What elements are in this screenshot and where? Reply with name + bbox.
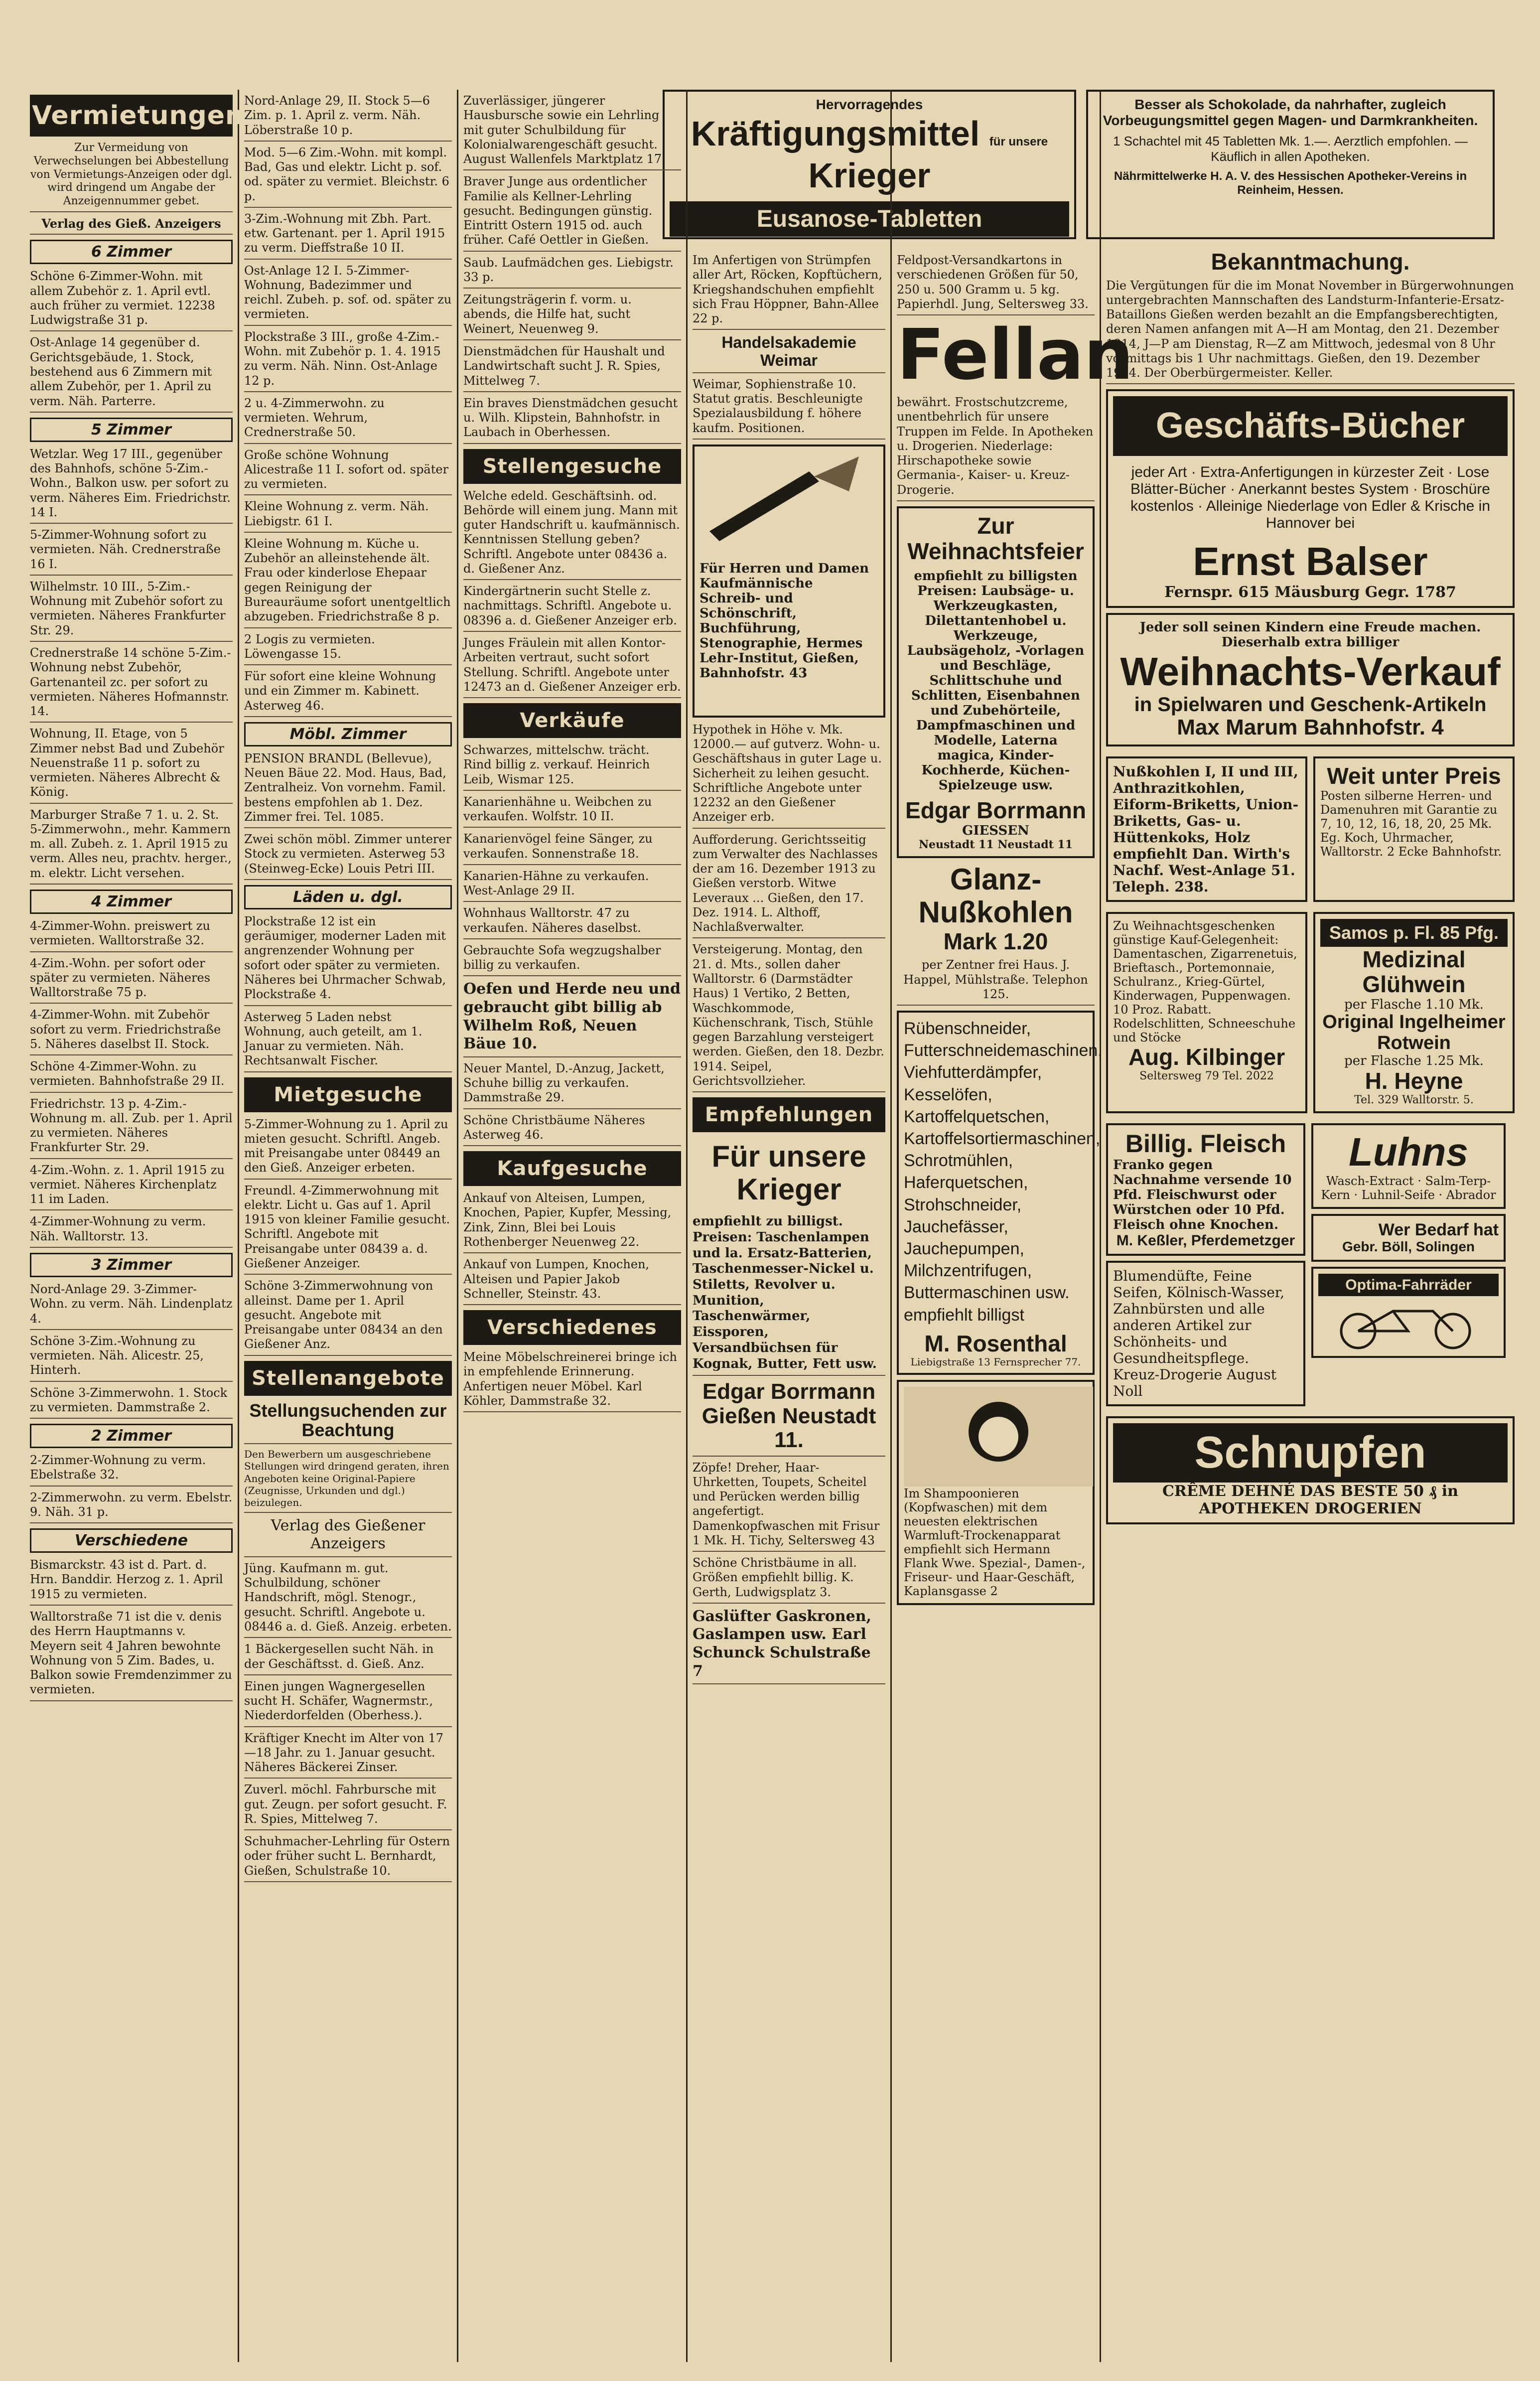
ad-5f: Marburger Straße 7 1. u. 2. St. 5-Zimmerwohn., mehr. Kammern m. all. Zubeh. z. 1. April 1915 zu verm. Alles neu, prachtv. herger., m. elektr. Licht versehen. [30,808,233,885]
c4-ad12: Zöpfe! Dreher, Haar-Uhrketten, Toupets, Scheitel und Perücken werden billig angefertigt. Damenkopfwaschen mit Frisur 1 Mk. H. Tichy, Seltersweg 43 [693,1461,885,1552]
kraft-small: für unsere [989,135,1048,149]
weihnachtsfeier-ad [897,506,1095,858]
c2-ad2: Mod. 5—6 Zim.-Wohn. mit kompl. Bad, Gas und elektr. Licht p. sof. od. später zu vermiet. Bleichstr. 6 p. [244,146,452,208]
gebr-boell: Gebr. Böll, Solingen [1342,1239,1475,1255]
section-vermietungen: Vermietungen [30,95,233,137]
heyne-addr: Tel. 329 Walltorstr. 5. [1354,1094,1474,1106]
weihnachtsverkauf-ad [1106,613,1515,746]
pen-hand-icon [700,451,879,561]
bicycle-icon [1318,1296,1498,1351]
glanz-title: Glanz-Nußkohlen [918,862,1073,929]
column-4 [688,90,892,2362]
ad-3c: Schöne 3-Zimmerwohn. 1. Stock zu vermieten. Dammstraße 2. [30,1386,233,1419]
c3-ad6: Ein braves Dienstmädchen gesucht u. Wilh. Klipstein, Bahnhofstr. in Laubach in Oberhessen. [463,396,681,444]
wp-title: Weit unter Preis [1327,763,1501,789]
rosenthal-name: M. Rosenthal [924,1330,1067,1356]
section-verkaeufe: Verkäufe [463,703,681,738]
wv-name: Max Marum Bahnhofstr. 4 [1177,715,1444,740]
gluhwein: Medizinal Glühwein [1362,946,1466,998]
ruben-list: Rübenschneider, Futterschneidemaschinen, Viehfutterdämpfer, Kesselöfen, Kartoffelquetschen, Kartoffelsortiermaschinen, Schrotmühlen, Haferquetschen, Strohschneider, Jauchefässer, Jauchepumpen, Milchzentrifugen, Buttermaschinen usw. empfiehlt billigst [904,1019,1103,1325]
publisher-note: Verlag des Gieß. Anzeigers [30,216,233,235]
c3-adk4: Kanarien-Hähne zu verkaufen. West-Anlage 29 II. [463,869,681,902]
column-1 [25,90,244,2362]
ad-3b: Schöne 3-Zim.-Wohnung zu vermieten. Näh. Alicestr. 25, Hinterh. [30,1334,233,1382]
c4-ad10: empfiehlt zu billigst. Preisen: Taschenlampen und la. Ersatz-Batterien, Taschenmesser-Nickel u. Stiletts, Revolver u. Munition, Taschenwärmer, Eissporen, Versandbüchsen für Kognak, Butter, Fett usw. [693,1214,885,1376]
wb-title: Wer Bedarf hat [1378,1220,1499,1239]
section-2-zimmer: 2 Zimmer [30,1424,233,1448]
billig-fleisch-ad [1106,1123,1305,1256]
ad-4a: 4-Zimmer-Wohn. preiswert zu vermieten. Walltorstraße 32. [30,919,233,952]
optima-title: Optima-Fahrräder [1318,1274,1499,1296]
c3-adk6: Gebrauchte Sofa wegzugshalber billig zu verkaufen. [463,943,681,977]
c4-ad14: Gaslüfter Gaskronen, Gaslampen usw. Earl Schunck Schulstraße 7 [693,1608,885,1684]
luhns-title: Luhns [1349,1130,1468,1174]
kilbinger-ad [1106,912,1307,1113]
c4-ad2: Handelsakademie Weimar [693,334,885,373]
luhns-sub: Wasch-Extract · Salm-Terp-Kern · Luhnil-Seife · Abrador [1321,1174,1496,1202]
kreuz-drogerie-ad: Blumendüfte, Feine Seifen, Kölnisch-Wasser, Zahnbürsten und alle anderen Artikel zur Schönheits- und Gesundheitspflege. Kreuz-Drogerie August Noll [1106,1261,1305,1406]
wf-name: Edgar Borrmann [905,797,1086,824]
wv-title: Weihnachts-Verkauf [1120,649,1501,694]
c3-ad5: Dienstmädchen für Haushalt und Landwirtschaft sucht J. R. Spies, Mittelweg 7. [463,344,681,392]
ad-4e: Friedrichstr. 13 p. 4-Zim.-Wohnung m. all. Zub. per 1. April zu vermieten. Näheres Frankfurter Str. 29. [30,1097,233,1159]
ad-5c: Wilhelmstr. 10 III., 5-Zim.-Wohnung mit Zubehör sofort zu vermieten. Näheres Frankfurter Str. 29. [30,580,233,642]
section-3-zimmer: 3 Zimmer [30,1253,233,1277]
ad-2a: 2-Zimmer-Wohnung zu verm. Ebelstraße 32. [30,1453,233,1487]
weit-unter-preis-ad [1313,756,1515,902]
bf-body: Franko gegen Nachnahme versende 10 Pfd. Fleischwurst oder Würstchen oder 10 Pfd. Fleisch ohne Knochen. [1113,1158,1292,1232]
section-verschiedene: Verschiedene [30,1528,233,1553]
column-2 [239,90,458,2362]
ad-3a: Nord-Anlage 29. 3-Zimmer-Wohn. zu verm. Näh. Lindenplatz 4. [30,1282,233,1330]
c2-ads6: Einen jungen Wagnergesellen sucht H. Schäfer, Wagnermstr., Niederdorfelden (Oberhess.). [244,1679,452,1727]
hermes-ad [693,445,885,718]
c4-ad1: Im Anfertigen von Strümpfen aller Art, Röcken, Kopftüchern, Kriegshandschuhen empfiehlt sich Frau Höppner, Bahn-Allee 22 p. [693,253,885,330]
kilb-name: Aug. Kilbinger [1128,1044,1285,1070]
c2-ads2: Den Bewerbern um ausgeschriebene Stellungen wird dringend geraten, ihren Angeboten keine Original-Papiere (Zeugnisse, Urkunden und dgl.) beizulegen. [244,1448,452,1513]
c3-adk3: Kanarienvögel feine Sänger, zu verkaufen. Sonnenstraße 18. [463,832,681,865]
ingelheimer: Original Ingelheimer Rotwein [1322,1011,1506,1053]
schoko-maker: Nährmittelwerke H. A. V. des Hessischen Apotheker-Vereins in Reinheim, Hessen. [1114,169,1467,197]
section-stellengesuche: Stellengesuche [463,449,681,484]
c2-ad7: Große schöne Wohnung Alicestraße 11 I. sofort od. später zu vermieten. [244,448,452,496]
shampoo-text: Im Shampoonieren (Kopfwaschen) mit dem neuesten elektrischen Warmluft-Trockenapparat empfiehlt sich Hermann Flank Wwe. Spezial-, Damen-, Friseur- und Haar-Geschäft, Kaplansgasse 2 [904,1487,1086,1599]
section-mietgesuche: Mietgesuche [244,1077,452,1112]
ad-va: Bismarckstr. 43 ist d. Part. d. Hrn. Banddir. Herzog z. 1. April 1915 zu vermieten. [30,1558,233,1606]
section-verschiedenes: Verschiedenes [463,1310,681,1345]
ad-6b: Ost-Anlage 14 gegenüber d. Gerichtsgebäude, 1. Stock, bestehend aus 6 Zimmern mit allem Zubehör, per 1. April zu verm. Näh. Parterre. [30,335,233,412]
ad-vb: Walltorstraße 71 ist die v. denis des Herrn Hauptmanns v. Meyern seit 4 Jahren bewohnte Wohnung von 5 Zim. Bades, u. Balkon sowie Fremdenzimmer zu vermieten. [30,1610,233,1701]
c4-ad6: Aufforderung. Gerichtsseitig zum Verwalter des Nachlasses der am 16. Dezember 1913 zu Gießen verstorb. Witwe Leveraux ... Gießen, den 17. Dez. 1914. L. Althoff, Nachlaßverwalter. [693,833,885,939]
gb-body: jeder Art · Extra-Anfertigungen in kürzester Zeit · Lose Blätter-Bücher · Anerkannt bestes System · Broschüre kostenlos · Alleinige Niederlage von Edler & Krische in Hannover bei [1130,463,1491,531]
ad-6a: Schöne 6-Zimmer-Wohn. mit allem Zubehör z. 1. April evtl. auch früher zu vermiet. 12238 Ludwigstraße 31 p. [30,269,233,331]
c2-adl2: Asterweg 5 Laden nebst Wohnung, auch geteilt, am 1. Januar zu vermieten. Näh. Rechtsanwalt Fischer. [244,1010,452,1072]
c2-adg1: 5-Zimmer-Wohnung zu 1. April zu mieten gesucht. Schriftl. Angeb. mit Preisangabe unter 08449 an den Gieß. Anzeiger erbeten. [244,1117,452,1180]
section-stellenangebote: Stellenangebote [244,1361,452,1396]
c2-adl1: Plockstraße 12 ist ein geräumiger, moderner Laden mit angrenzender Wohnung per sofort oder später zu vermieten. Näheres bei Uhrmacher Schwab, Plockstraße 4. [244,914,452,1006]
wp-body: Posten silberne Herren- und Damenuhren mit Garantie zu 7, 10, 12, 16, 18, 20, 25 Mk. Eg. Koch, Uhrmacher, Walltorstr. 2 Ecke Bahnhofstr. [1320,788,1502,859]
c2-adm1: PENSION BRANDL (Bellevue), Neuen Bäue 22. Mod. Haus, Bad, Zentralheiz. Von vornehm. Famil. bestens empfohlen ab 1. Dez. Zimmer frei. Tel. 1085. [244,751,452,828]
ad-4f: 4-Zim.-Wohn. z. 1. April 1915 zu vermiet. Näheres Kirchenplatz 11 im Laden. [30,1163,233,1211]
ingel-price: per Flasche 1.25 Mk. [1344,1053,1484,1069]
gb-addr: Fernspr. 615 Mäusburg Gegr. 1787 [1164,583,1456,601]
intro-note: Zur Vermeidung von Verwechselungen bei Abbestellung von Vermietungs-Anzeigen oder dgl. wird dringend um Angabe der Anzeigennummer gebet. [30,142,233,212]
wf-head: Zur Weihnachtsfeier [907,512,1084,564]
c4-ad3: Weimar, Sophienstraße 10. Statut gratis. Beschleunigte Spezialausbildung f. höhere kaufm. Positionen. [693,377,885,440]
schoko-body: 1 Schachtel mit 45 Tabletten Mk. 1.—. Aerztlich empfohlen. — Käuflich in allen Apotheken. [1113,134,1468,164]
c3-ad3: Saub. Laufmädchen ges. Liebigstr. 33 p. [463,256,681,289]
c3-adk8: Neuer Mantel, D.-Anzug, Jackett, Schuhe billig zu verkaufen. Dammstraße 29. [463,1061,681,1109]
kilb-addr: Seltersweg 79 Tel. 2022 [1139,1069,1274,1082]
c2-adg3: Schöne 3-Zimmerwohnung von alleinst. Dame per 1. April gesucht. Angebote mit Preisangabe unter 08434 an den Gießener Anz. [244,1279,452,1355]
c2-ad8: Kleine Wohnung z. verm. Näh. Liebigstr. 61 I. [244,499,452,533]
bf-title: Billig. Fleisch [1125,1130,1286,1158]
c4-ad9: Für unsere Krieger [711,1140,866,1206]
c3-adk5: Wohnhaus Walltorstr. 47 zu verkaufen. Näheres daselbst. [463,906,681,939]
c2-ad1: Nord-Anlage 29, II. Stock 5—6 Zim. p. 1. April z. verm. Näh. Löberstraße 10 p. [244,94,452,142]
gb-title: Geschäfts-Bücher [1113,396,1508,455]
c3-adq1: Ankauf von Alteisen, Lumpen, Knochen, Papier, Kupfer, Messing, Zink, Zinn, Blei bei Louis Rothenberger Neuenweg 22. [463,1191,681,1253]
section-empfehlungen: Empfehlungen [693,1097,885,1132]
c3-adh1: Welche edeld. Geschäftsinh. od. Behörde will einem jung. Mann mit guter Handschrift u. kaufmännisch. Kenntnissen Stellung geben? Schriftl. Angebote unter 08436 a. d. Gießener Anz. [463,489,681,581]
c2-ad3: 3-Zim.-Wohnung mit Zbh. Part. etw. Gartenant. per 1. April 1915 zu verm. Dieffstraße 10 II. [244,212,452,260]
ad-5e: Wohnung, II. Etage, von 5 Zimmer nebst Bad und Zubehör Neuenstraße 11 p. sofort zu vermieten. Näheres Albrecht & König. [30,727,233,803]
ad-2b: 2-Zimmerwohn. zu verm. Ebelstr. 9. Näh. 31 p. [30,1490,233,1524]
c3-ad2: Braver Junge aus ordentlicher Familie als Kellner-Lehrling gesucht. Bedingungen günstig. Eintritt Ostern 1915 od. auch früher. Café Oettler in Gießen. [463,174,681,251]
schnupfen-sub: CRÊME DEHNÉ DAS BESTE 50 ₰ in APOTHEKEN DROGERIEN [1162,1483,1458,1517]
c5-ad1: Feldpost-Versandkartons in verschiedenen Größen für 50, 250 u. 500 Gramm u. 5 kg. Papierhdl. Jung, Seltersweg 33. [897,253,1095,315]
c3-adk9: Schöne Christbäume Näheres Asterweg 46. [463,1113,681,1147]
c2-ad6: 2 u. 4-Zimmerwohn. zu vermieten. Wehrum, Crednerstraße 50. [244,396,452,444]
heyne-name: H. Heyne [1365,1068,1463,1094]
c4-ad11: Edgar Borrmann Gießen Neustadt 11. [693,1380,885,1456]
boell-ad [1311,1214,1506,1262]
section-5-zimmer: 5 Zimmer [30,418,233,442]
heyne-ad [1313,912,1515,1113]
c4-ad4: Für Herren und Damen Kaufmännische Schreib- und Schönschrift, Buchführung, Stenographie, Hermes Lehr-Institut, Gießen, Bahnhofstr. 43 [700,561,869,681]
c2-ads1: Stellungsuchenden zur Beachtung [244,1401,452,1444]
c3-adh3: Junges Fräulein mit allen Kontor-Arbeiten vertraut, sucht sofort Stellung. Schriftl. Angebote unter 12473 an d. Gießener Anzeiger erb. [463,636,681,698]
samos: Samos p. Fl. 85 Pfg. [1320,919,1508,947]
kraft-title: Kräftigungsmittel [691,114,980,153]
gluhwein-price: per Flasche 1.10 Mk. [1344,997,1484,1012]
c3-adk7: Oefen und Herde neu und gebraucht gibt billig ab Wilhelm Roß, Neuen Bäue 10. [463,980,681,1057]
optima-ad [1311,1267,1506,1358]
c3-adq2: Ankauf von Lumpen, Knochen, Alteisen und Papier Jakob Schneller, Steinstr. 43. [463,1257,681,1305]
glanz-sub: per Zentner frei Haus. J. Happel, Mühlstraße. Telephon 125. [897,958,1095,1006]
wf-city: GIESSEN [962,823,1029,838]
section-laeden: Läden u. dgl. [244,885,452,909]
wv-sub: in Spielwaren und Geschenk-Artikeln [1134,693,1487,716]
wf-body: empfiehlt zu billigsten Preisen: Laubsäge- u. Werkzeugkasten, Dilettantenhobel u. Werkzeuge, Laubsägeholz, -Vorlagen und Beschläge, Schlittschuhe und Schlitten, Eisenbahnen und Zubehörteile, Dampfmaschinen und Modelle, Laterna magica, Kinder-Kochherde, Küchen-Spielzeuge usw. [907,569,1085,793]
luhns-ad [1311,1123,1506,1209]
rosenthal-addr: Liebigstraße 13 Fernsprecher 77. [910,1356,1081,1368]
c2-ads3: Verlag des Gießener Anzeigers [244,1517,452,1557]
c4-ad7: Versteigerung. Montag, den 21. d. Mts., sollen daher Walltorstr. 6 (Darmstädter Haus) 1 Vertiko, 2 Betten, Waschkommode, Küchenschrank, Tisch, Stühle gegen Barzahlung versteigert werden. Gießen, den 18. Dezbr. 1914. Seipel, Gerichtsvollzieher. [693,942,885,1092]
bf-name: M. Keßler, Pferdemetzger [1116,1232,1295,1249]
section-4-zimmer: 4 Zimmer [30,890,233,914]
section-moebl-zimmer: Möbl. Zimmer [244,722,452,746]
geschaeftsbuecher-ad [1106,389,1515,607]
kraft-pre: Hervorragendes [816,97,923,112]
c4-ad5: Hypothek in Höhe v. Mk. 12000.— auf gutverz. Wohn- u. Geschäftshaus in guter Lage u. Sicherheit zu leihen gesucht. Schriftliche Angebote unter 12232 an den Gießener Anzeiger erb. [693,723,885,829]
ad-5b: 5-Zimmer-Wohnung sofort zu vermieten. Näh. Crednerstraße 16 I. [30,528,233,576]
nusskohlen-ad: Nußkohlen I, II und III, Anthrazitkohlen, Eiform-Briketts, Union-Briketts, Gas- u. Hüttenkoks, Holz empfiehlt Dan. Wirth's Nachf. West-Anlage 51. Teleph. 238. [1106,756,1307,902]
fellan-title: Fellan [897,314,1134,396]
ad-4g: 4-Zimmer-Wohnung zu verm. Näh. Walltorstr. 13. [30,1214,233,1248]
c2-ad10: 2 Logis zu vermieten. Löwengasse 15. [244,632,452,666]
c2-ads7: Kräftiger Knecht im Alter von 17—18 Jahr. zu 1. Januar gesucht. Näheres Bäckerei Zinser. [244,1731,452,1779]
c3-adh2: Kindergärtnerin sucht Stelle z. nachmittags. Schriftl. Angebote u. 08396 a. d. Gießener Anzeiger erb. [463,584,681,632]
c2-adg2: Freundl. 4-Zimmerwohnung mit elektr. Licht u. Gas auf 1. April 1915 von kleiner Familie gesucht. Schriftl. Angebote mit Preisangabe unter 08439 a. d. Gießener Anzeiger. [244,1184,452,1275]
column-5 [892,90,1134,2362]
c2-ad4: Ost-Anlage 12 I. 5-Zimmer-Wohnung, Badezimmer und reichl. Zubeh. p. sof. od. später zu vermieten. [244,264,452,326]
glanz-price: Mark 1.20 [943,928,1048,954]
ad-5d: Crednerstraße 14 schöne 5-Zim.-Wohnung nebst Zubehör, Gartenanteil zc. per sofort zu vermieten. Näheres Hofmannstr. 14. [30,646,233,723]
c2-ad5: Plockstraße 3 III., große 4-Zim.-Wohn. mit Zubehör p. 1. 4. 1915 zu verm. Näh. Ninn. Ost-Anlage 12 p. [244,330,452,392]
c2-ad9: Kleine Wohnung m. Küche u. Zubehör an alleinstehende ält. Frau oder kinderlose Ehepaar gegen Reinigung der Bureauräume sofort unentgeltlich abzugeben. Friedrichstraße 8 p. [244,537,452,628]
kraft-krieger: Krieger [808,156,931,195]
ad-4c: 4-Zimmer-Wohn. mit Zubehör sofort zu verm. Friedrichstraße 5. Näheres daselbst II. Stock. [30,1008,233,1055]
column-6 [1101,90,1520,2362]
ad-4d: Schöne 4-Zimmer-Wohn. zu vermieten. Bahnhofstraße 29 II. [30,1059,233,1093]
kraft-product: Eusanose-Tabletten [670,201,1069,237]
gb-name: Ernst Balser [1193,539,1428,584]
c4-ad13: Schöne Christbäume in all. Größen empfiehlt billig. K. Gerth, Ludwigsplatz 3. [693,1556,885,1604]
c3-ad4: Zeitungsträgerin f. vorm. u. abends, die Hilfe hat, sucht Weinert, Neuenweg 9. [463,293,681,340]
c3-adk1: Schwarzes, mittelschw. trächt. Rind billig z. verkauf. Heinrich Leib, Wismar 125. [463,743,681,791]
ad-4b: 4-Zim.-Wohn. per sofort oder später zu vermieten. Näheres Walltorstraße 75 p. [30,956,233,1004]
c2-ads8: Zuverl. möchl. Fahrbursche mit gut. Zeugn. per sofort gesucht. F. R. Spies, Mittelweg 7. [244,1783,452,1830]
c2-ads9: Schuhmacher-Lehrling für Ostern oder früher sucht L. Bernhardt, Gießen, Schulstraße 10. [244,1834,452,1882]
rosenthal-ad [897,1011,1103,1375]
shampoo-ad [897,1380,1095,1605]
c5-ad2: bewährt. Frostschutzcreme, unentbehrlich für unsere Truppen im Felde. In Apotheken u. Drogerien. Niederlage: Hirschapotheke sowie Germania-, Kaiser- u. Kreuz-Drogerie. [897,395,1095,501]
section-kaufgesuche: Kaufgesuche [463,1151,681,1186]
c2-ads4: Jüng. Kaufmann m. gut. Schulbildung, schöner Handschrift, mögl. Stenogr., gesucht. Schriftl. Angebote u. 08446 a. d. Gieß. Anzeig. erbeten. [244,1561,452,1638]
c2-adm2: Zwei schön möbl. Zimmer unterer Stock zu vermieten. Asterweg 53 (Steinweg-Ecke) Louis Petri III. [244,832,452,880]
c2-ad11: Für sofort eine kleine Wohnung und ein Zimmer m. Kabinett. Asterweg 46. [244,669,452,717]
bek-head: Bekanntmachung. [1211,249,1410,275]
lady-portrait-icon [904,1387,1093,1487]
c3-adk2: Kanarienhähne u. Weibchen zu verkaufen. Wolfstr. 10 II. [463,795,681,828]
bek-body: Die Vergütungen für die im Monat November in Bürgerwohnungen untergebrachten Mannschaften des Landsturm-Infanterie-Ersatz-Bataillons Gießen werden bezahlt an die Empfangsberechtigten, deren Namen anfangen mit A—H am Montag, den 21. Dezember 1914, J—P am Dienstag, R—Z am Mittwoch, jedesmal von 8 Uhr vormittags bis 1 Uhr nachmittags. Gießen, den 19. Dezember 1914. Der Oberbürgermeister. Keller. [1106,279,1515,385]
wf-addr: Neustadt 11 Neustadt 11 [918,838,1073,851]
c3-adv1: Meine Möbelschreinerei bringe ich in empfehlende Erinnerung. Anfertigen neuer Möbel. Karl Köhler, Dammstraße 32. [463,1350,681,1412]
column-3 [458,90,688,2362]
wv-pre: Jeder soll seinen Kindern eine Freude machen. Dieserhalb extra billiger [1139,619,1481,650]
schnupfen-ad [1106,1416,1515,1524]
section-6-zimmer: 6 Zimmer [30,240,233,264]
schnupfen-title: Schnupfen [1113,1423,1508,1483]
schoko-head: Besser als Schokolade, da nahrhafter, zugleich Vorbeugungsmittel gegen Magen- und Darmkrankheiten. [1103,97,1478,128]
c2-ads5: 1 Bäckergesellen sucht Näh. in der Geschäftsst. d. Gieß. Anz. [244,1642,452,1675]
gesch-text: Zu Weihnachtsgeschenken günstige Kauf-Gelegenheit: Damentaschen, Zigarrenetuis, Brieftasch., Portemonnaie, Schulranz., Krieg-Gürtel, Kinderwagen, Puppenwagen. 10 Proz. Rabatt. Rodelschlitten, Schneeschuhe und Stöcke [1113,919,1297,1045]
c3-ad1: Zuverlässiger, jüngerer Hausbursche sowie ein Lehrling mit guter Schulbildung für Kolonialwarengeschäft gesucht. August Wallenfels Marktplatz 17. [463,94,681,170]
ad-5a: Wetzlar. Weg 17 III., gegenüber des Bahnhofs, schöne 5-Zim.-Wohn., Balkon usw. per sofort zu verm. Näheres Eim. Friedrichstr. 14 I. [30,447,233,524]
